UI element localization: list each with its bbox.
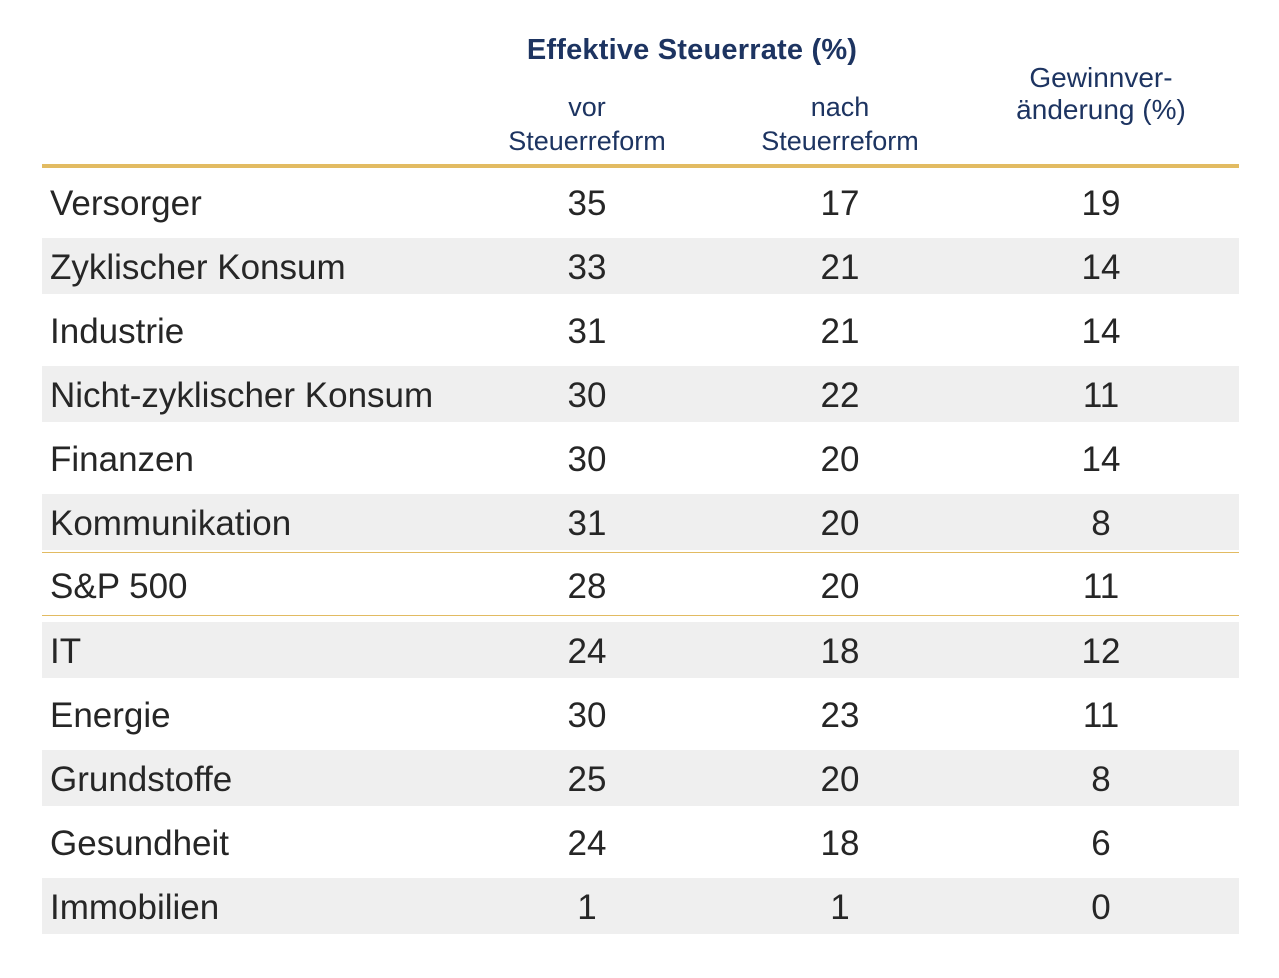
row-label: S&P 500	[50, 567, 188, 606]
table-row	[42, 168, 1239, 232]
column-header-line2: Steuerreform	[508, 126, 666, 156]
cell-vor-steuerreform: 30	[567, 440, 607, 479]
row-label: Industrie	[50, 312, 185, 351]
column-header-line2: änderung (%)	[1016, 94, 1186, 125]
table-row	[42, 232, 1239, 296]
table-row	[42, 360, 1239, 424]
row-label: Gesundheit	[50, 824, 230, 863]
cell-nach-steuerreform: 22	[820, 376, 860, 415]
cell-gewinnveraenderung: 11	[1082, 376, 1120, 415]
row-label: Versorger	[50, 184, 202, 223]
cell-vor-steuerreform: 31	[567, 312, 607, 351]
cell-gewinnveraenderung: 11	[1082, 567, 1120, 606]
cell-vor-steuerreform: 25	[567, 760, 607, 799]
cell-nach-steuerreform: 21	[820, 248, 860, 287]
cell-gewinnveraenderung: 14	[1081, 312, 1121, 351]
cell-vor-steuerreform: 24	[567, 824, 607, 863]
cell-nach-steuerreform: 18	[820, 632, 860, 671]
table-row	[42, 424, 1239, 488]
table-row	[42, 872, 1239, 936]
column-header-line1: vor	[568, 92, 606, 122]
row-label: IT	[50, 632, 82, 671]
cell-vor-steuerreform: 30	[567, 376, 607, 415]
cell-gewinnveraenderung: 19	[1081, 184, 1121, 223]
table-row	[42, 744, 1239, 808]
column-header-vor-steuerreform	[462, 90, 712, 158]
cell-vor-steuerreform: 30	[567, 696, 607, 735]
cell-gewinnveraenderung: 8	[1091, 760, 1111, 799]
cell-vor-steuerreform: 28	[567, 567, 607, 606]
tax-rate-table	[42, 0, 1239, 936]
cell-gewinnveraenderung: 0	[1091, 888, 1111, 927]
column-header-line2: Steuerreform	[761, 126, 919, 156]
row-label: Immobilien	[50, 888, 220, 927]
cell-vor-steuerreform: 33	[567, 248, 607, 287]
column-header-line1: Gewinnver-	[1029, 62, 1173, 93]
table-header	[42, 0, 1239, 168]
cell-nach-steuerreform: 20	[820, 504, 860, 543]
table-row	[42, 488, 1239, 552]
cell-nach-steuerreform: 20	[820, 760, 860, 799]
cell-vor-steuerreform: 35	[567, 184, 607, 223]
cell-nach-steuerreform: 20	[820, 567, 860, 606]
cell-nach-steuerreform: 21	[820, 312, 860, 351]
table-row	[42, 616, 1239, 680]
cell-nach-steuerreform: 23	[820, 696, 860, 735]
cell-nach-steuerreform: 18	[820, 824, 860, 863]
cell-gewinnveraenderung: 14	[1081, 440, 1121, 479]
cell-gewinnveraenderung: 8	[1091, 504, 1111, 543]
table-row	[42, 680, 1239, 744]
column-header-nach-steuerreform	[715, 90, 965, 158]
cell-gewinnveraenderung: 14	[1081, 248, 1121, 287]
cell-gewinnveraenderung: 6	[1091, 824, 1111, 863]
column-header-line1: nach	[810, 92, 870, 122]
cell-vor-steuerreform: 31	[567, 504, 607, 543]
table-row	[42, 808, 1239, 872]
table-row	[42, 552, 1239, 616]
row-label: Grundstoffe	[50, 760, 233, 799]
cell-vor-steuerreform: 24	[567, 632, 607, 671]
row-label: Kommunikation	[50, 504, 292, 543]
group-header-effective-tax-rate: Effektive Steuerrate (%)	[526, 34, 858, 66]
row-label: Zyklischer Konsum	[50, 248, 346, 287]
row-label: Nicht-zyklischer Konsum	[50, 376, 434, 415]
cell-nach-steuerreform: 1	[830, 888, 850, 927]
column-header-gewinnveraenderung	[976, 62, 1226, 126]
table-body	[42, 168, 1239, 936]
row-label: Finanzen	[50, 440, 194, 479]
cell-gewinnveraenderung: 12	[1081, 632, 1121, 671]
cell-gewinnveraenderung: 11	[1082, 696, 1120, 735]
row-label: Energie	[50, 696, 171, 735]
cell-nach-steuerreform: 20	[820, 440, 860, 479]
table-row	[42, 296, 1239, 360]
cell-vor-steuerreform: 1	[577, 888, 597, 927]
cell-nach-steuerreform: 17	[820, 184, 860, 223]
